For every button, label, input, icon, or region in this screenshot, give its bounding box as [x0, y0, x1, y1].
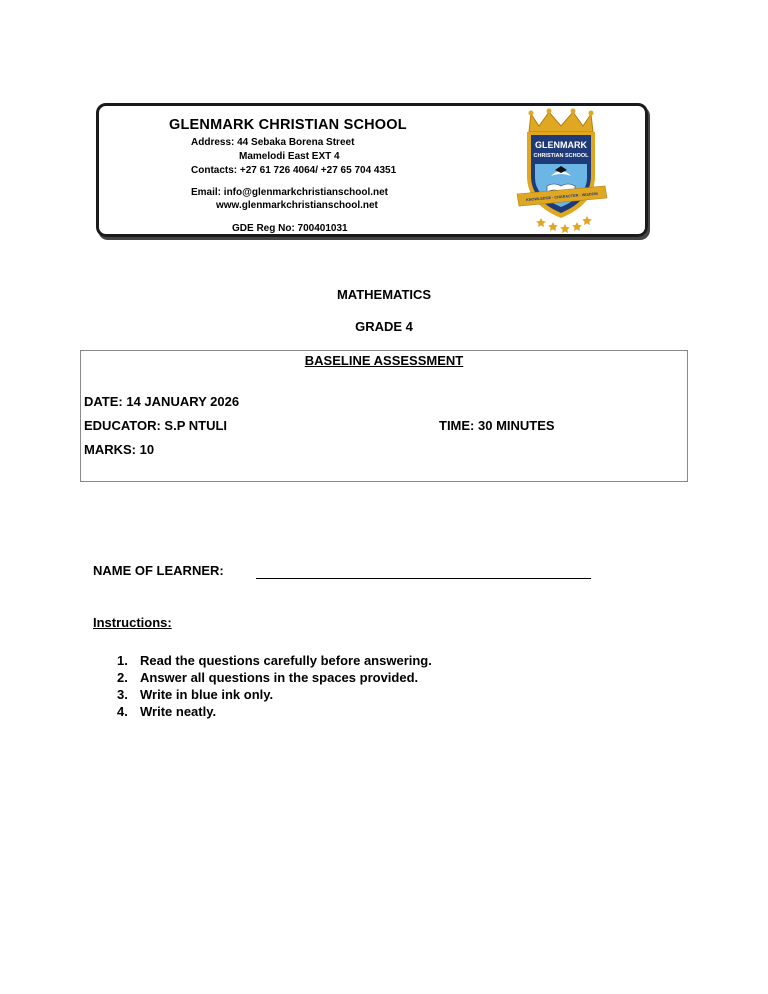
school-address: Address: 44 Sebaka Borena Street — [191, 137, 355, 148]
school-website: www.glenmarkchristianschool.net — [216, 200, 378, 211]
grade-title: GRADE 4 — [355, 319, 413, 334]
instruction-item: 2. Answer all questions in the spaces provided. — [117, 670, 419, 685]
assessment-title: BASELINE ASSESSMENT — [304, 353, 464, 368]
instruction-item: 4. Write neatly. — [117, 704, 217, 719]
assessment-date: DATE: 14 JANUARY 2026 — [84, 394, 240, 409]
school-registration: GDE Reg No: 700401031 — [232, 223, 348, 234]
assessment-marks: MARKS: 10 — [84, 442, 155, 457]
subject-title: MATHEMATICS — [336, 287, 432, 302]
school-address-line2: Mamelodi East EXT 4 — [239, 151, 340, 162]
crest-sub-text: CHRISTIAN SCHOOL — [533, 153, 589, 159]
school-crest-logo — [511, 106, 611, 240]
instruction-item: 1. Read the questions carefully before answering. — [117, 653, 432, 668]
instruction-item: 3. Write in blue ink only. — [117, 687, 274, 702]
crest-ribbon-text: KNOWLEDGE · CHARACTER · WISDOM — [525, 191, 598, 203]
learner-name-field[interactable] — [256, 578, 591, 579]
assessment-educator: EDUCATOR: S.P NTULI — [84, 418, 228, 433]
instructions-list — [117, 652, 432, 720]
crest-top-text: GLENMARK — [535, 140, 587, 150]
school-header-banner — [96, 103, 648, 237]
assessment-info-box — [80, 350, 688, 482]
instructions-heading: Instructions: — [93, 615, 172, 630]
school-email: Email: info@glenmarkchristianschool.net — [191, 187, 389, 198]
learner-name-label: NAME OF LEARNER: — [93, 563, 224, 578]
school-contacts: Contacts: +27 61 726 4064/ +27 65 704 4351 — [191, 165, 397, 176]
school-name: GLENMARK CHRISTIAN SCHOOL — [169, 117, 407, 133]
assessment-time: TIME: 30 MINUTES — [439, 418, 555, 433]
